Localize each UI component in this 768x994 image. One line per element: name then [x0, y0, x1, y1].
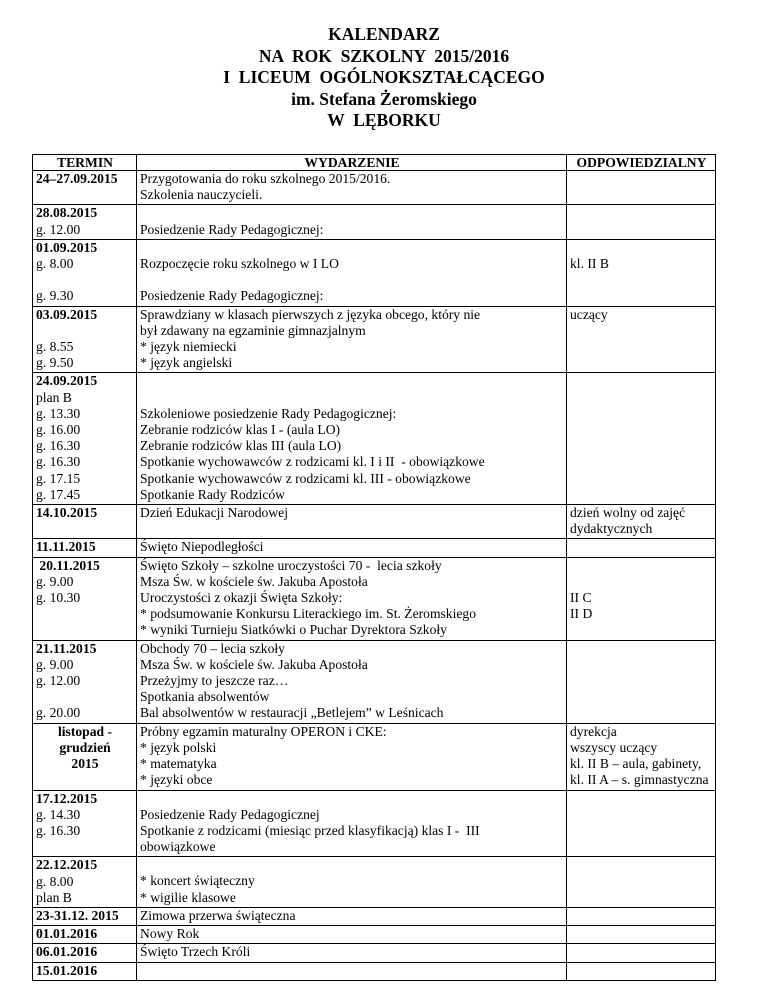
column-header-wydarzenie: WYDARZENIE	[137, 155, 567, 171]
wydarzenie-line	[140, 791, 564, 807]
wydarzenie-cell	[137, 944, 567, 962]
wydarzenie-line: Szkoleniowe posiedzenie Rady Pedagogicznej:	[140, 405, 397, 421]
wydarzenie-cell	[137, 857, 567, 908]
termin-line: g. 13.30	[36, 405, 81, 421]
table-row	[33, 505, 716, 539]
termin-line: g. 12.00	[36, 221, 81, 237]
termin-line: g. 9.00	[36, 573, 74, 589]
termin-line: 17.12.2015	[36, 790, 98, 806]
termin-line: listopad -	[57, 723, 112, 739]
termin-line: 01.01.2016	[36, 926, 98, 942]
wydarzenie-line: Święto Szkoły – szkolne uroczystości 70 - lecia szkoły	[140, 557, 442, 573]
wydarzenie-line: Spotkanie z rodzicami (miesiąc przed klasyfikacją) klas I - III	[140, 822, 480, 838]
odpowiedzialny-cell	[567, 926, 716, 944]
wydarzenie-line: Spotkanie Rady Rodziców	[140, 486, 285, 502]
wydarzenie-line: * wyniki Turnieju Siatkówki o Puchar Dyrektora Szkoły	[140, 622, 447, 638]
odpowiedzialny-line: II D	[570, 606, 593, 622]
wydarzenie-line: * język niemiecki	[140, 339, 237, 355]
termin-line: g. 12.00	[36, 673, 81, 689]
odpowiedzialny-cell	[567, 962, 716, 980]
termin-line	[36, 323, 134, 339]
termin-cell	[33, 557, 137, 640]
wydarzenie-line: Obchody 70 – lecia szkoły	[140, 640, 285, 656]
wydarzenie-line: * wigilie klasowe	[140, 889, 236, 905]
termin-line: grudzień	[59, 739, 111, 755]
table-header-row	[33, 155, 716, 171]
termin-line: g. 14.30	[36, 806, 81, 822]
termin-line	[36, 839, 134, 855]
wydarzenie-line	[140, 240, 564, 256]
wydarzenie-line: Święto Trzech Króli	[140, 944, 251, 960]
wydarzenie-cell	[137, 373, 567, 505]
document-title	[0, 24, 768, 132]
odpowiedzialny-cell	[567, 944, 716, 962]
wydarzenie-line	[140, 205, 564, 221]
termin-cell	[33, 505, 137, 539]
odpowiedzialny-line: kl. II B	[570, 256, 609, 271]
table-row	[33, 962, 716, 980]
termin-line: 01.09.2015	[36, 239, 98, 255]
termin-line: 14.10.2015	[36, 505, 98, 521]
wydarzenie-line: Bal absolwentów w restauracji „Betlejem” w Leśnicach	[140, 705, 444, 721]
termin-line	[36, 689, 134, 705]
termin-line: 24–27.09.2015	[36, 171, 118, 186]
odpowiedzialny-line: II C	[570, 590, 592, 606]
termin-cell	[33, 944, 137, 962]
termin-cell	[33, 723, 137, 790]
odpowiedzialny-cell	[567, 907, 716, 925]
table-row	[33, 171, 716, 205]
odpowiedzialny-line: dyrekcja	[570, 723, 617, 739]
table-row	[33, 306, 716, 373]
wydarzenie-line: * koncert świąteczny	[140, 873, 255, 889]
termin-line	[36, 606, 134, 622]
odpowiedzialny-cell	[567, 640, 716, 723]
table-row	[33, 907, 716, 925]
wydarzenie-line: Przygotowania do roku szkolnego 2015/2016.	[140, 171, 391, 186]
calendar-table	[32, 154, 716, 981]
column-header-termin: TERMIN	[33, 155, 137, 171]
termin-cell	[33, 640, 137, 723]
termin-line: g. 9.30	[36, 288, 74, 304]
title-line: im. Stefana Żeromskiego	[291, 88, 477, 109]
termin-line: g. 16.30	[36, 454, 81, 470]
termin-cell	[33, 790, 137, 857]
termin-line: g. 9.50	[36, 355, 74, 371]
termin-line: g. 17.45	[36, 486, 81, 502]
wydarzenie-line: Posiedzenie Rady Pedagogicznej:	[140, 221, 324, 237]
termin-line	[36, 187, 134, 203]
odpowiedzialny-line: kl. II B – aula, gabinety,	[570, 756, 702, 772]
wydarzenie-line: Zebranie rodziców klas III (aula LO)	[140, 438, 342, 454]
wydarzenie-line: Zimowa przerwa świąteczna	[140, 907, 296, 923]
odpowiedzialny-cell	[567, 790, 716, 857]
wydarzenie-cell	[137, 306, 567, 373]
odpowiedzialny-cell	[567, 557, 716, 640]
termin-line: g. 16.00	[36, 422, 81, 438]
termin-line: plan B	[36, 889, 72, 905]
termin-line: 11.11.2015	[36, 539, 96, 555]
wydarzenie-line: Szkolenia nauczycieli.	[140, 187, 263, 203]
wydarzenie-line: Posiedzenie Rady Pedagogicznej	[140, 806, 320, 822]
termin-cell	[33, 373, 137, 505]
termin-line: 2015	[71, 756, 99, 772]
title-line: W LĘBORKU	[327, 110, 441, 130]
termin-line	[36, 521, 134, 537]
odpowiedzialny-cell	[567, 171, 716, 205]
odpowiedzialny-cell	[567, 857, 716, 908]
title-line: I LICEUM OGÓLNOKSZTAŁCĄCEGO	[223, 67, 545, 87]
wydarzenie-line: Posiedzenie Rady Pedagogicznej:	[140, 288, 324, 304]
wydarzenie-line	[140, 373, 564, 389]
odpowiedzialny-cell	[567, 239, 716, 306]
wydarzenie-cell	[137, 171, 567, 205]
termin-line: g. 16.30	[36, 438, 81, 454]
termin-line	[36, 622, 134, 638]
termin-cell	[33, 962, 137, 980]
termin-line: 28.08.2015	[36, 205, 98, 221]
odpowiedzialny-line: kl. II A – s. gimnastyczna	[570, 772, 709, 788]
odpowiedzialny-cell	[567, 539, 716, 557]
wydarzenie-line: Spotkanie wychowawców z rodzicami kl. III - obowiązkowe	[140, 470, 471, 486]
wydarzenie-line: * język polski	[140, 739, 217, 755]
table-row	[33, 723, 716, 790]
termin-line: g. 8.55	[36, 339, 74, 354]
termin-line: 23-31.12. 2015	[36, 907, 119, 923]
wydarzenie-line: Msza Św. w kościele św. Jakuba Apostoła	[140, 573, 368, 589]
wydarzenie-cell	[137, 557, 567, 640]
termin-cell	[33, 907, 137, 925]
wydarzenie-line	[140, 272, 564, 288]
wydarzenie-cell	[137, 962, 567, 980]
odpowiedzialny-cell	[567, 505, 716, 539]
wydarzenie-line: obowiązkowe	[140, 839, 216, 855]
wydarzenie-line: Zebranie rodziców klas I - (aula LO)	[140, 422, 341, 437]
wydarzenie-line: * język angielski	[140, 355, 233, 371]
odpowiedzialny-line	[570, 574, 713, 590]
termin-line: 03.09.2015	[36, 306, 98, 322]
wydarzenie-cell	[137, 205, 567, 239]
termin-line: 15.01.2016	[36, 962, 98, 978]
wydarzenie-line: Dzień Edukacji Narodowej	[140, 505, 288, 521]
odpowiedzialny-cell	[567, 373, 716, 505]
wydarzenie-cell	[137, 239, 567, 306]
odpowiedzialny-cell	[567, 723, 716, 790]
table-row	[33, 557, 716, 640]
column-header-odpowiedzialny: ODPOWIEDZIALNY	[567, 155, 716, 171]
termin-line: g. 9.00	[36, 656, 74, 672]
wydarzenie-line: Święto Niepodległości	[140, 539, 264, 555]
table-row	[33, 790, 716, 857]
wydarzenie-line	[140, 857, 564, 873]
wydarzenie-line: * języki obce	[140, 772, 213, 788]
wydarzenie-line	[140, 390, 564, 406]
termin-line	[36, 772, 134, 788]
termin-cell	[33, 171, 137, 205]
termin-line: 21.11.2015	[36, 640, 97, 656]
termin-line: g. 17.15	[36, 470, 81, 486]
wydarzenie-line: Uroczystości z okazji Święta Szkoły:	[140, 590, 343, 606]
termin-line: 24.09.2015	[36, 373, 98, 389]
table-row	[33, 640, 716, 723]
termin-cell	[33, 306, 137, 373]
termin-line: g. 8.00	[36, 256, 74, 272]
termin-cell	[33, 205, 137, 239]
wydarzenie-line: Przeżyjmy to jeszcze raz…	[140, 673, 289, 689]
wydarzenie-line: Próbny egzamin maturalny OPERON i CKE:	[140, 723, 387, 739]
odpowiedzialny-line	[570, 240, 713, 256]
termin-line	[36, 272, 134, 288]
table-row	[33, 373, 716, 505]
termin-line: g. 10.30	[36, 590, 81, 606]
wydarzenie-line: Spotkania absolwentów	[140, 689, 270, 705]
termin-line: 06.01.2016	[36, 944, 98, 960]
table-row	[33, 205, 716, 239]
wydarzenie-cell	[137, 640, 567, 723]
wydarzenie-cell	[137, 790, 567, 857]
odpowiedzialny-line: wszyscy uczący	[570, 739, 658, 755]
wydarzenie-line: był zdawany na egzaminie gimnazjalnym	[140, 322, 366, 338]
odpowiedzialny-line	[570, 558, 713, 574]
wydarzenie-line: Spotkanie wychowawców z rodzicami kl. I i II - obowiązkowe	[140, 454, 485, 470]
wydarzenie-line: Sprawdziany w klasach pierwszych z języka obcego, który nie	[140, 306, 481, 322]
termin-line: g. 8.00	[36, 873, 74, 889]
wydarzenie-line: Nowy Rok	[140, 926, 200, 942]
wydarzenie-cell	[137, 723, 567, 790]
wydarzenie-line: Msza Św. w kościele św. Jakuba Apostoła	[140, 656, 368, 672]
termin-cell	[33, 857, 137, 908]
termin-line: 22.12.2015	[36, 857, 98, 873]
odpowiedzialny-line: uczący	[570, 306, 608, 322]
wydarzenie-line: Rozpoczęcie roku szkolnego w I LO	[140, 256, 339, 271]
termin-cell	[33, 239, 137, 306]
title-line: KALENDARZ	[328, 24, 440, 44]
odpowiedzialny-cell	[567, 306, 716, 373]
wydarzenie-cell	[137, 539, 567, 557]
termin-line: g. 16.30	[36, 822, 81, 838]
odpowiedzialny-cell	[567, 205, 716, 239]
wydarzenie-cell	[137, 505, 567, 539]
table-row	[33, 239, 716, 306]
termin-cell	[33, 539, 137, 557]
odpowiedzialny-line: dydaktycznych	[570, 521, 653, 537]
wydarzenie-cell	[137, 926, 567, 944]
table-row	[33, 944, 716, 962]
odpowiedzialny-line: dzień wolny od zajęć	[570, 505, 686, 521]
termin-line: g. 20.00	[36, 705, 81, 721]
wydarzenie-cell	[137, 907, 567, 925]
termin-line: 20.11.2015	[36, 557, 100, 573]
title-line: NA ROK SZKOLNY 2015/2016	[258, 45, 510, 66]
table-row	[33, 539, 716, 557]
table-row	[33, 857, 716, 908]
table-row	[33, 926, 716, 944]
wydarzenie-line: * matematyka	[140, 756, 217, 772]
wydarzenie-line: * podsumowanie Konkursu Literackiego im. St. Żeromskiego	[140, 606, 477, 622]
termin-line: plan B	[36, 389, 72, 405]
termin-cell	[33, 926, 137, 944]
